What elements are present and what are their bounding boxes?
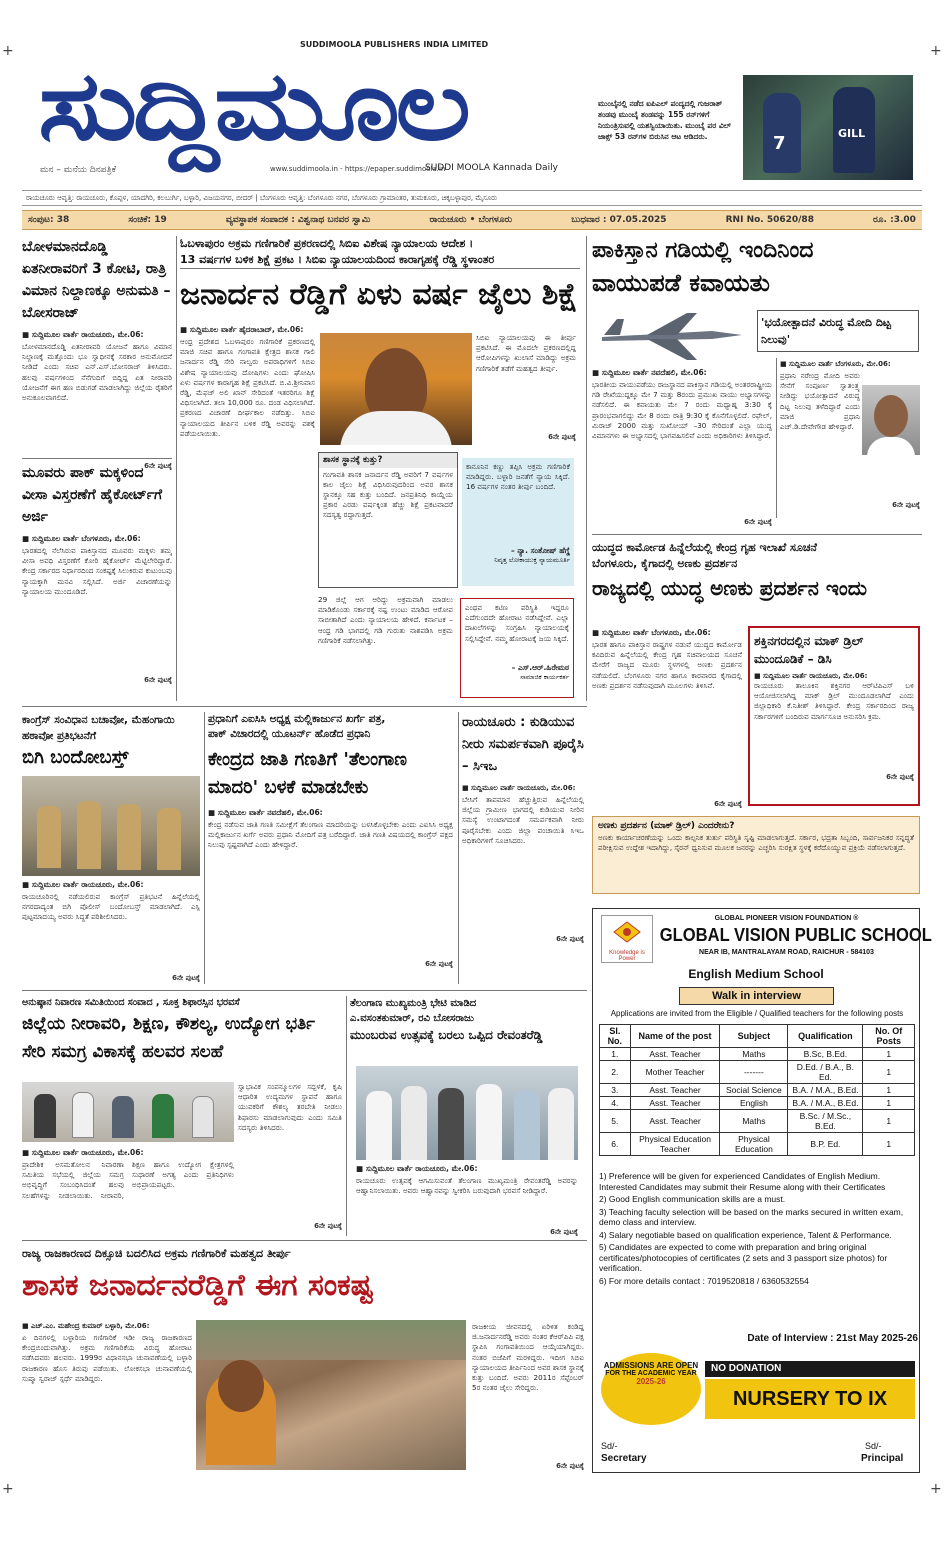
table-row <box>600 1048 915 1061</box>
story-mock-drill[interactable] <box>592 540 922 604</box>
note-item: 4) Salary negotiable based on qualification experience, Talent & Performance. <box>599 1229 892 1240</box>
body: 29 ಜಿಲ್ಲೆ ಆಗ ಆರಿದ್ದು ಅಕ್ರಮವಾಗಿ ಮಾಡಲು ಮಾಡಿಕೊಂಡು ಸರ್ಕಾರಕ್ಕೆ ನಷ್ಟ ಉಂಟು ಮಾಡಿದ ಆರೋಪ ಸಾಬೀತಾಗಿದೆ ಎಂದು ನ್ಯಾಯಾಲಯ ಹೇಳಿದೆ. ಕರ್ನಾಟಕ – ಆಂಧ್ರ ಗಡಿ ಭಾಗದಲ್ಲಿ ಗಡಿ ಗುರುತು ನಾಶಪಡಿಸಿ ಅಕ್ರಮ ಗಣಿಗಾರಿಕೆ ನಡೆಸಲಾಗಿತ್ತು. <box>318 595 453 645</box>
price: ರೂ. :3.00 <box>873 215 916 225</box>
kicker: ಯುದ್ಧದ ಕಾರ್ಮೋಡ ಹಿನ್ನೆಲೆಯಲ್ಲಿ ಕೇಂದ್ರ ಗೃಹ ಇಲಾಖೆ ಸೂಚನೆ <box>592 541 817 554</box>
continue-link[interactable]: 6ನೇ ಪುಟಕ್ಕೆ <box>144 676 172 684</box>
byline: ■ ಸುದ್ದಿಮೂಲ ವಾರ್ತೆ ಹೈದರಾಬಾದ್, ಮೇ.06: <box>180 325 304 334</box>
story-revanth-reddy[interactable] <box>350 996 582 1044</box>
table-row <box>600 1110 915 1133</box>
headline: ಮೂವರು ಪಾಕ್ ಮಕ್ಕಳಿಂದ ವೀಸಾ ವಿಸ್ತರಣೆಗೆ ಹೈಕೋರ್ಟ್‌ಗೆ ಅರ್ಜಿ <box>22 465 163 525</box>
quote-hiremath <box>460 598 574 698</box>
cities: ರಾಯಚೂರು • ಬೆಂಗಳೂರು <box>429 215 513 225</box>
ipl-promo-text: ಮುಂಬೈನಲ್ಲಿ ನಡೆದ ಐಪಿಎಲ್ ಪಂದ್ಯದಲ್ಲಿ ಗುಜರಾತ್ ತಂಡವು ಮುಂಬೈ ತಂಡವನ್ನು 155 ರನ್‌ಗಳಿಗೆ ನಿಯಂತ್ರಿಸುವಲ್ಲಿ ಯಶಸ್ವಿಯಾಯಿತು. ಮುಂಬೈ ಪರ ವಿಲ್ ಜಾಕ್ಸ್ 53 ರನ್‌ಗಳ ಬಿರುಸಿನ ಆಟ ಆಡಿದರು. <box>598 99 731 141</box>
story-irrigation[interactable] <box>22 236 172 471</box>
story-drinking-water[interactable] <box>462 712 584 944</box>
kannada-daily-label: SUDDI MOOLA Kannada Daily <box>425 163 558 173</box>
rni-number: RNI No. 50620/88 <box>725 215 814 225</box>
academic-year-label: FOR THE ACADEMIC YEAR <box>605 1370 697 1377</box>
school-name: GLOBAL VISION PUBLIC SCHOOL <box>659 925 932 945</box>
table-cell: B.A. / M.A., B.Ed. <box>788 1097 863 1110</box>
box-shaktinagar[interactable] <box>748 626 920 806</box>
jersey-number: 7 <box>773 133 786 154</box>
kicker: ತೆಲಂಗಾಣ ಮುಖ್ಯಮಂತ್ರಿ ಭೇಟಿ ಮಾಡಿದ <box>350 998 477 1009</box>
secretary-label: Secretary <box>601 1453 647 1464</box>
registration-mark: + <box>2 1481 14 1497</box>
table-cell: ------- <box>720 1061 788 1084</box>
nursery-banner: NURSERY TO IX <box>705 1379 915 1419</box>
story-congress-protest[interactable] <box>22 712 200 772</box>
byline: ■ ಸುದ್ದಿಮೂಲ ವಾರ್ತೆ ರಾಯಚೂರು, ಮೇ.06: <box>462 784 576 792</box>
publisher-name: SUDDIMOOLA PUBLISHERS INDIA LIMITED <box>300 40 489 49</box>
table-row <box>600 1061 915 1084</box>
box-mla-seat <box>318 452 458 588</box>
school-address: NEAR IB, MANTRALAYAM ROAD, RAICHUR - 584103 <box>699 949 874 956</box>
box-body: ಅಣಕು ಕಾರ್ಯಾಚರಣೆಯನ್ನು ಒಂದು ಕಾಲ್ಪನಿಕ ತುರ್ತು ಪರಿಸ್ಥಿತಿ ಸೃಷ್ಟಿ ಮಾಡಲಾಗುತ್ತದೆ. ಸರ್ಕಾರ, ಭದ್ರತಾ ಸಿಬ್ಬಂದಿ, ಸಾರ್ವಜನಿಕರ ಸನ್ನದ್ಧತೆ ಪರೀಕ್ಷಿಸುವ ಉದ್ದೇಶ ಇದಾಗಿದ್ದು, ಸೈರನ್ ಧ್ವನಿಸುವ ಮೂಲಕ ಜನರನ್ನು ಎಚ್ಚರಿಸಿ ಸುರಕ್ಷಿತ ಸ್ಥಳಕ್ಕೆ ಕರೆದೊಯ್ಯುವ ಪ್ರಕ್ರಿಯೆ ನಡೆಸಲಾಗುತ್ತದೆ. <box>598 833 914 853</box>
table-header: Name of the post <box>630 1025 720 1048</box>
body: ರಾಯಚೂರು ಉತ್ಸವಕ್ಕೆ ಆಗಮಿಸುವಂತೆ ತೆಲಂಗಾಣ ಮುಖ್ಯಮಂತ್ರಿ ರೇವಂತರೆಡ್ಡಿ ಅವರನ್ನು ಆಹ್ವಾನಿಸಲಾಯಿತು. ಅವರು ಆಹ್ವಾನವನ್ನು ಸ್ವೀಕರಿಸಿ ಬರುವುದಾಗಿ ಭರವಸೆ ನೀಡಿದ್ದಾರೆ. <box>356 1176 578 1196</box>
table-cell: 1 <box>863 1097 915 1110</box>
table-header: Qualification <box>788 1025 863 1048</box>
continue-link[interactable]: 6ನೇ ಪುಟಕ್ಕೆ <box>744 518 772 526</box>
police-photo <box>22 776 200 876</box>
note-item: 1) Preference will be given for experienced Candidates of English Medium. Interested Candidates may submit their Resume along with their Certificates <box>599 1171 886 1192</box>
body: ರಾಜಕೀಯ ಜೀವನದಲ್ಲಿ ಏರಿಳಿತ ಕಂಡಿದ್ದ ಜಿ.ಜನಾರ್ದನರೆಡ್ಡಿ ಅವರು ನಂತರ ಕೆಆರ್‌ಪಿಪಿ ಪಕ್ಷ ಸ್ಥಾಪಿಸಿ ಗಂಗಾವತಿಯಿಂದ ಆಯ್ಕೆಯಾಗಿದ್ದರು. ನಂತರ ಬಿಜೆಪಿಗೆ ಮರಳಿದ್ದರು. ಇದೀಗ ಸಿಬಿಐ ನ್ಯಾಯಾಲಯದ ತೀರ್ಪಿನಿಂದ ಅವರ ಶಾಸಕ ಸ್ಥಾನಕ್ಕೆ ಕುತ್ತು ಬಂದಿದೆ. ಅವರು 2011ರ ಸೆಪ್ಟೆಂಬರ್ 5ರ ನಂತರ ಜೈಲು ಸೇರಿದ್ದರು. <box>472 1322 584 1393</box>
registration-mark: + <box>2 43 14 59</box>
table-row <box>600 1133 915 1156</box>
logo-caption: Knowledge is Power <box>609 950 645 962</box>
kicker: ಬೆಂಗಳೂರು, ಕೈಗಾದಲ್ಲಿ ಅಣಕು ಪ್ರದರ್ಶನ <box>592 557 738 570</box>
editor: ವ್ಯವಸ್ಥಾಪಕ ಸಂಪಾದಕ : ವಿಶ್ವನಾಥ ಬನವರ ಸ್ವಾಮಿ <box>225 215 371 225</box>
headline: ಬಿಗಿ ಬಂದೋಬಸ್ತ್ <box>22 747 129 768</box>
quote-text: ಕಾನೂನಿನ ಕಣ್ಣು ತಪ್ಪಿಸಿ ಅಕ್ರಮ ಗಣಿಗಾರಿಕೆ ಮಾಡಿದ್ದರು. ಬಳ್ಳಾರಿ ಜನತೆಗೆ ನ್ಯಾಯ ಸಿಕ್ಕಿದೆ. 16 ವರ್ಷಗಳ ನಂತರ ತೀರ್ಪು ಬಂದಿದೆ. <box>466 462 570 492</box>
interview-date: Date of Interview : 21st May 2025-26 <box>747 1333 918 1344</box>
body: ಪ್ರಾದೇಶಿಕ ಅಸಮತೋಲನ ನಿವಾರಣಾ ಸಮಿತಿಯ ಸಭೆಯಲ್ಲಿ ಜಿಲ್ಲೆಯ ಸಮಗ್ರ ಅಭಿವೃದ್ಧಿಗೆ ಸಂಬಂಧಿಸಿದಂತೆ ಹಲವು ಸಲಹೆಗಳನ್ನು ನೀಡಲಾಯಿತು. ನೀರಾವರಿ, ಶಿಕ್ಷಣ ಹಾಗೂ ಉದ್ಯೋಗ ಕ್ಷೇತ್ರಗಳಲ್ಲಿ ಸುಧಾರಣೆ ಅಗತ್ಯ ಎಂದು ಪ್ರತಿನಿಧಿಗಳು ಅಭಿಪ್ರಾಯಪಟ್ಟರು. <box>22 1160 234 1200</box>
table-header: Sl. No. <box>600 1025 631 1048</box>
byline: ■ ಎಚ್.ಎಂ. ಮಹೇಂದ್ರ ಕುಮಾರ್ ಬಳ್ಳಾರಿ, ಮೇ.06: <box>22 1322 150 1330</box>
foundation-name: GLOBAL PIONEER VISION FOUNDATION ® <box>714 915 859 922</box>
byline: ■ ಸುದ್ದಿಮೂಲ ವಾರ್ತೆ ರಾಯಚೂರು, ಮೇ.06: <box>22 330 144 339</box>
table-row <box>600 1084 915 1097</box>
issue: ಸಂಚಿಕೆ: 19 <box>128 215 167 225</box>
table-row <box>600 1097 915 1110</box>
quote-author: – ಎಸ್.ಆರ್.ಹಿರೇಮಠ <box>511 663 569 672</box>
body: ರಾಯಚೂರು ತಾಲೂಕಿನ ಶಕ್ತಿನಗರ ಆರ್‌ಟಿಪಿಎಸ್ ಬಳಿ ಆಯೋಜಿಸಲಾಗಿದ್ದ ಮಾಕ್ ಡ್ರಿಲ್ ಮುಂದೂಡಲಾಗಿದೆ ಎಂದು ಜಿಲ್ಲಾಧಿಕಾರಿ ಕೆ.ನಿತೀಶ್ ತಿಳಿಸಿದ್ದಾರೆ. ಕೇಂದ್ರ ಸರ್ಕಾರದಿಂದ ರಾಜ್ಯ ಸರ್ಕಾರಗಳಿಗೆ ಬಂದಿರುವ ಮಾರ್ಗಸೂಚಿ ಅನುಸರಿಸಿ ಕ್ರಮ. <box>754 681 914 721</box>
note-item: 5) Candidates are expected to come with preparation and bring original certificates/photocopies of certificates (2 sets and 3 passport size photos) for verification. <box>599 1242 888 1273</box>
body: ಏ ದಿನಗಳಲ್ಲಿ ಬಳ್ಳಾರಿಯ ಗಣಿಗಾರಿಕೆ ಇಡೀ ರಾಜ್ಯ ರಾಜಕಾರಣದ ಕೇಂದ್ರಬಿಂದುವಾಗಿತ್ತು. ಅಕ್ರಮ ಗಣಿಗಾರಿಕೆಯ ವಿರುದ್ಧ ಹೋರಾಟ ನಡೆಸಿದವರು ಹಲವರು. 1999ರ ವಿಧಾನಸಭಾ ಚುನಾವಣೆಯಲ್ಲಿ ಬಳ್ಳಾರಿ ರಾಜಕಾರಣ ಹೊಸ ತಿರುವು ಪಡೆಯಿತು. ಲೋಕಸಭಾ ಚುನಾವಣೆಯಲ್ಲಿ ಸುಷ್ಮಾ ಸ್ವರಾಜ್ ಸ್ಪರ್ಧೆ ಮಾಡಿದ್ದರು. <box>22 1333 192 1383</box>
kicker: ಅನುಷ್ಠಾನ ನಿವಾರಣ ಸಮಿತಿಯಿಂದ ಸಂವಾದ , ಸೂಕ್ತ ಶಿಫಾರಸ್ಸಿನ ಭರವಸೆ <box>22 997 240 1008</box>
kicker: ರಾಜ್ಯ ರಾಜಕಾರಣದ ದಿಕ್ಸೂಚಿ ಬದಲಿಸಿದ ಅಕ್ರಮ ಗಣಿಗಾರಿಕೆ ಮಹತ್ವದ ತೀರ್ಪು <box>22 1247 291 1260</box>
story-development[interactable] <box>22 996 342 1066</box>
body: ಭಾರತದಲ್ಲಿ ನೆಲೆಸಿರುವ ಪಾಕಿಸ್ತಾನದ ಮೂವರು ಮಕ್ಕಳು ತಮ್ಮ ವೀಸಾ ಅವಧಿ ವಿಸ್ತರಣೆಗೆ ಕೋರಿ ಹೈಕೋರ್ಟ್ ಮೆಟ್ಟಿಲೇರಿದ್ದಾರೆ. ಕೇಂದ್ರ ಸರ್ಕಾರದ ನಿರ್ಧಾರದಿಂದ ಸಂಕಷ್ಟಕ್ಕೆ ಸಿಲುಕಿರುವ ಕುಟುಂಬವು ನ್ಯಾಯಕ್ಕಾಗಿ ಮನವಿ ಸಲ್ಲಿಸಿದೆ. ಅರ್ಜಿ ವಿಚಾರಣೆಯನ್ನು ನ್ಯಾಯಾಲಯ ಮುಂದೂಡಿದೆ. <box>22 546 172 596</box>
table-cell: 3. <box>600 1084 631 1097</box>
table-cell: 5. <box>600 1110 631 1133</box>
walk-in-banner: Walk in interview <box>679 987 834 1005</box>
registration-mark: + <box>930 43 942 59</box>
table-cell: 1. <box>600 1048 631 1061</box>
note-item: 3) Teaching faculty selection will be based on the marks secured in written exam, demo class and interview. <box>599 1206 904 1227</box>
continue-link[interactable]: 6ನೇ ಪುಟಕ್ಕೆ <box>886 773 914 781</box>
ipl-photo <box>743 75 913 180</box>
kicker: ಪಾಕ್ ವಿಚಾರದಲ್ಲಿ ಯೂಟರ್ನ್ ಹೊಡೆದ ಪ್ರಧಾನಿ <box>208 728 371 740</box>
kicker: 13 ವರ್ಷಗಳ ಬಳಿಕ ಶಿಕ್ಷೆ ಪ್ರಕಟ । ಸಿಬಿಐ ನ್ಯಾಯಾಲಯದಿಂದ ಕಾರಾಗೃಹಕ್ಕೆ ರೆಡ್ಡಿ ಸ್ಥಳಾಂತರ <box>180 252 580 269</box>
headline: ಪಾಕಿಸ್ತಾನ ಗಡಿಯಲ್ಲಿ ಇಂದಿನಿಂದ <box>592 238 814 263</box>
byline: ■ ಸುದ್ದಿಮೂಲ ವಾರ್ತೆ ರಾಯಚೂರು, ಮೇ.06: <box>356 1164 478 1173</box>
headline: ಜಿಲ್ಲೆಯ ನೀರಾವರಿ, ಶಿಕ್ಷಣ, ಕೌಶಲ್ಯ, ಉದ್ಯೋಗ ಭರ್ತಿ ಸೇರಿ ಸಮಗ್ರ ವಿಕಾಸಕ್ಕೆ ಹಲವರ ಸಲಹೆ <box>22 1014 315 1062</box>
table-cell: 6. <box>600 1133 631 1156</box>
body: ಬೋಳಮಾನದೊಡ್ಡಿ ಏತನೀರಾವರಿ ಯೋಜನೆ ಹಾಗೂ ವಿಮಾನ ನಿಲ್ದಾಣಕ್ಕೆ ಮತ್ತೊಂದು ಭೂ ಸ್ವಾಧೀನಕ್ಕೆ ಸರಕಾರ ಅನುಮೋದನೆ ನೀಡಿದೆ ಎಂದು ಸಚಿವ ಎನ್.ಎಸ್.ಬೋಸರಾಜ್ ತಿಳಿಸಿದರು. ಹಲವು ವರ್ಷಗಳಿಂದ ನೆನೆಗುದಿಗೆ ಬಿದ್ದಿದ್ದ ಏತ ನೀರಾವರಿ ಯೋಜನೆಗೆ ಈಗ ಹಣ ಬಿಡುಗಡೆ ಮಾಡಲಾಗಿದ್ದು ಜಿಲ್ಲೆಯ ರೈತರಿಗೆ ಅನುಕೂಲವಾಗಲಿದೆ. <box>22 342 172 403</box>
headline: ರಾಯಚೂರು : ಕುಡಿಯುವ ನೀರು ಸಮರ್ಪಕವಾಗಿ ಪೂರೈಸಿ – ಸಿಇಒ <box>462 715 584 774</box>
table-cell: Asst. Teacher <box>630 1110 720 1133</box>
issue-info-bar <box>22 210 922 230</box>
table-cell: 1 <box>863 1110 915 1133</box>
kicker: ಓಬಳಾಪುರಂ ಅಕ್ರಮ ಗಣಿಗಾರಿಕೆ ಪ್ರಕರಣದಲ್ಲಿ ಸಿಬಿಐ ವಿಶೇಷ ನ್ಯಾಯಾಲಯ ಆದೇಶ । <box>180 237 474 250</box>
masthead-logo: ಸುದ್ದಿಮೂಲ <box>38 49 467 162</box>
editions-line: ರಾಯಚೂರು ಆವೃತ್ತಿ: ರಾಯಚೂರು, ಕೊಪ್ಪಳ, ಯಾದಗಿರಿ, ಕಲಬುರ್ಗಿ, ಬಳ್ಳಾರಿ, ವಿಜಯನಗರ, ಬೀದರ್ | ಬೆಂಗಳೂರು ಆವೃತ್ತಿ: ಬೆಂಗಳೂರು ನಗರ, ಬೆಂಗಳೂರು ಗ್ರಾಮಾಂತರ, ತುಮಕೂರು, ಚಿಕ್ಕಬಳ್ಳಾಪುರ, ಮೈಸೂರು <box>22 190 922 206</box>
principal-label: Principal <box>861 1453 904 1464</box>
byline: ■ ಸುದ್ದಿಮೂಲ ವಾರ್ತೆ ನವದೆಹಲಿ, ಮೇ.06: <box>592 368 707 377</box>
masthead-tagline: ಮನ – ಮನೆಯ ದಿನಪತ್ರಿಕೆ <box>40 165 117 175</box>
table-cell: Maths <box>720 1110 788 1133</box>
vacancy-table <box>599 1024 915 1156</box>
principal-sign: Sd/- <box>865 1441 882 1451</box>
table-cell: Asst. Teacher <box>630 1097 720 1110</box>
continue-link[interactable]: 6ನೇ ಪುಟಕ್ಕೆ <box>550 1228 578 1236</box>
box-title: ಅಣಕು ಪ್ರದರ್ಶನ (ಮಾಕ್ ಡ್ರಿಲ್) ಎಂದರೇನು? <box>598 821 735 831</box>
body: ಆಂಧ್ರ ಪ್ರದೇಶದ ಓಬಳಾಪುರಂ ಗಣಿಗಾರಿಕೆ ಪ್ರಕರಣದಲ್ಲಿ ಮಾಜಿ ಸಚಿವ ಹಾಗೂ ಗಂಗಾವತಿ ಕ್ಷೇತ್ರದ ಶಾಸಕ ಗಾಲಿ ಜನಾರ್ದನ ರೆಡ್ಡಿ ಸೇರಿ ನಾಲ್ವರು ಅಪರಾಧಿಗಳಿಗೆ ಸಿಬಿಐ ವಿಶೇಷ ನ್ಯಾಯಾಲಯವು ದೋಷಿಗಳು ಎಂದು ಘೋಷಿಸಿ ಏಳು ವರ್ಷಗಳ ಕಾರಾಗೃಹ ಶಿಕ್ಷೆ ಪ್ರಕಟಿಸಿದೆ. ಬಿ.ವಿ.ಶ್ರೀನಿವಾಸ ರೆಡ್ಡಿ, ಮೆಫಜ್ ಅಲಿ ಖಾನ್ ಸೇರಿದಂತೆ ಇತರರಿಗೂ ಶಿಕ್ಷೆ ವಿಧಿಸಲಾಗಿದೆ. ತಲಾ 10,000 ರೂ. ದಂಡ ವಿಧಿಸಲಾಗಿದೆ. ಪ್ರಕರಣದ ವಿಚಾರಣೆ ದೀರ್ಘಕಾಲ ನಡೆದಿತ್ತು. ಸಿಬಿಐ ನ್ಯಾಯಾಲಯದ ತೀರ್ಪಿನ ಬಳಿಕ ರೆಡ್ಡಿ ಅವರನ್ನು ವಶಕ್ಕೆ ಪಡೆಯಲಾಯಿತು. <box>180 337 315 438</box>
headline: ರಾಜ್ಯದಲ್ಲಿ ಯುದ್ಧ ಅಣಕು ಪ್ರದರ್ಶನ ಇಂದು <box>592 576 867 600</box>
continue-link[interactable]: 6ನೇ ಪುಟಕ್ಕೆ <box>556 935 584 943</box>
headline: ಕೇಂದ್ರದ ಜಾತಿ ಗಣತಿಗೆ 'ತೆಲಂಗಾಣ ಮಾದರಿ' ಬಳಕೆ ಮಾಡಬೇಕು <box>208 749 407 798</box>
story-caste-census[interactable] <box>208 712 453 969</box>
body: ಸ್ವಾಭಾವಿಕ ಸಂಪನ್ಮೂಲಗಳ ಸದ್ಬಳಕೆ, ಕೃಷಿ ಆಧಾರಿತ ಉದ್ಯಮಗಳ ಸ್ಥಾಪನೆ ಹಾಗೂ ಯುವಕರಿಗೆ ಕೌಶಲ್ಯ ತರಬೇತಿ ನೀಡಲು ಶಿಫಾರಸು ಮಾಡಲಾಗುವುದು ಎಂದು ಸಮಿತಿ ಸದಸ್ಯರು ತಿಳಿಸಿದರು. <box>238 1082 342 1132</box>
continue-link[interactable]: 6ನೇ ಪುಟಕ್ಕೆ <box>172 974 200 982</box>
table-header: Subject <box>720 1025 788 1048</box>
table-cell: 1 <box>863 1084 915 1097</box>
volume: ಸಂಪುಟ: 38 <box>28 215 70 225</box>
body: ಪ್ರಧಾನಿ ನರೇಂದ್ರ ಮೋದಿ ಅವರು ಸೇನೆಗೆ ಸಂಪೂರ್ಣ ಸ್ವಾತಂತ್ರ್ಯ ನೀಡಿದ್ದು ಭಯೋತ್ಪಾದನೆ ವಿರುದ್ಧ ದಿಟ್ಟ ನಿಲುವು ತಳೆದಿದ್ದಾರೆ ಎಂದು ಮಾಜಿ ಪ್ರಧಾನಿ ಎಚ್.ಡಿ.ದೇವೇಗೌಡ ಹೇಳಿದ್ದಾರೆ. <box>780 371 860 432</box>
quote-role: ನಿವೃತ್ತ ಲೋಕಾಯುಕ್ತ ನ್ಯಾಯಮೂರ್ತಿ <box>494 556 570 564</box>
table-cell: B.Sc. / M.Sc., B.Ed. <box>788 1110 863 1133</box>
table-cell: Physical Education <box>720 1133 788 1156</box>
note-item: 6) For more details contact : 7019520818 / 6360532554 <box>599 1275 809 1286</box>
admissions-badge <box>601 1353 701 1425</box>
website-link[interactable]: www.suddimoola.in - https://epaper.suddimoola.in <box>270 165 446 173</box>
headline: ಕಾಂಗ್ರೆಸ್ ಸಂವಿಧಾನ ಬಚಾವೋ, ಮೆಹಂಗಾಯಿ ಹಠಾವೋ ಪ್ರತಿಭಟನೆಗೆ <box>22 714 175 742</box>
table-cell: Maths <box>720 1048 788 1061</box>
body: ಸಿಬಿಐ ನ್ಯಾಯಾಲಯವು ಈ ತೀರ್ಪು ಪ್ರಕಟಿಸಿದೆ. ಈ ಮೊದಲೇ ಪ್ರಕರಣದಲ್ಲಿದ್ದ ಆರೋಪಿಗಳನ್ನು ಖುಲಾಸೆ ಮಾಡಿದ್ದು ಅಕ್ರಮ ಗಣಿಗಾರಿಕೆ ತಡೆಗೆ ಮಹತ್ವದ ತೀರ್ಪು. <box>476 333 576 373</box>
side-headline: 'ಭಯೋತ್ಪಾದನೆ ವಿರುದ್ಧ ಮೋದಿ ದಿಟ್ಟ ನಿಲುವು' <box>761 316 891 346</box>
table-cell: B.P. Ed. <box>788 1133 863 1156</box>
byline: ■ ಸುದ್ದಿಮೂಲ ವಾರ್ತೆ ಬೆಂಗಳೂರು, ಮೇ.06: <box>592 628 711 637</box>
school-logo <box>601 915 653 963</box>
table-cell: 2. <box>600 1061 631 1084</box>
byline: ■ ಸುದ್ದಿಮೂಲ ವಾರ್ತೆ ಬೆಂಗಳೂರು, ಮೇ.06: <box>780 360 891 368</box>
secretary-sign: Sd/- <box>601 1441 618 1451</box>
headline: ವಾಯುಪಡೆ ಕವಾಯತು <box>592 269 770 297</box>
table-header: No. Of Posts <box>863 1025 915 1048</box>
byline: ■ ಸುದ್ದಿಮೂಲ ವಾರ್ತೆ ನವದೆಹಲಿ, ಮೇ.06: <box>208 808 323 817</box>
cm-meeting-photo <box>356 1066 578 1160</box>
table-cell: 1 <box>863 1061 915 1084</box>
continue-link[interactable]: 6ನೇ ಪುಟಕ್ಕೆ <box>425 960 453 968</box>
byline: ■ ಸುದ್ದಿಮೂಲ ವಾರ್ತೆ ರಾಯಚೂರು, ಮೇ.06: <box>754 672 868 680</box>
continue-link[interactable]: 6ನೇ ಪುಟಕ್ಕೆ <box>892 501 920 509</box>
table-cell: B.A. / M.A., B.Ed. <box>788 1084 863 1097</box>
byline: ■ ಸುದ್ದಿಮೂಲ ವಾರ್ತೆ ರಾಯಚೂರು, ಮೇ.06: <box>22 880 144 889</box>
story-visa[interactable] <box>22 462 172 685</box>
no-donation-label: NO DONATION <box>705 1361 915 1377</box>
jersey-name: GILL <box>838 127 866 140</box>
intro-text: Applications are invited from the Eligible / Qualified teachers for the following posts <box>610 1009 904 1018</box>
headline: ಬೋಳಮಾನದೊಡ್ಡಿ ಏತನೀರಾವರಿಗೆ 3 ಕೋಟಿ, ರಾತ್ರಿ ವಿಮಾನ ನಿಲ್ದಾಣಕ್ಕೂ ಅನುಮತಿ – ಬೋಸರಾಜ್ <box>22 239 171 321</box>
byline: ■ ಸುದ್ದಿಮೂಲ ವಾರ್ತೆ ರಾಯಚೂರು, ಮೇ.06: <box>22 1148 144 1157</box>
quote-author: – ನ್ಯಾ. ಸಂತೋಷ್ ಹೆಗ್ಡೆ <box>510 546 570 555</box>
table-cell: 4. <box>600 1097 631 1110</box>
box-what-is-mock-drill <box>592 816 920 894</box>
table-cell: 1 <box>863 1133 915 1156</box>
headline: ಶಕ್ತಿನಗರದಲ್ಲಿನ ಮಾಕ್ ಡ್ರಿಲ್ ಮುಂದೂಡಿಕೆ – ಡಿಸಿ <box>754 634 864 666</box>
box-body: ಗಂಗಾವತಿ ಶಾಸಕ ಜನಾರ್ದನ ರೆಡ್ಡಿ ಅವರಿಗೆ 7 ವರ್ಷಗಳ ಕಾಲ ಜೈಲು ಶಿಕ್ಷೆ ವಿಧಿಸಿರುವುದರಿಂದ ಅವರ ಶಾಸಕ ಸ್ಥಾನಕ್ಕೂ ಸಹ ಕುತ್ತು ಬಂದಿದೆ. ಜನಪ್ರತಿನಿಧಿ ಕಾಯ್ದೆಯ ಪ್ರಕಾರ ಎರಡು ವರ್ಷಕ್ಕಿಂತ ಹೆಚ್ಚು ಶಿಕ್ಷೆ ಪ್ರಕಟವಾದರೆ ಸದಸ್ಯತ್ವ ರದ್ದಾಗುತ್ತದೆ. <box>323 469 453 520</box>
continue-link[interactable]: 6ನೇ ಪುಟಕ್ಕೆ <box>144 462 172 470</box>
side-headline-box <box>757 310 919 352</box>
kicker: ಎ.ವಸಂತಕುಮಾರ್, ರವಿ ಬೋಸರಾಜು <box>350 1013 474 1024</box>
table-cell: B.Sc, B.Ed. <box>788 1048 863 1061</box>
continue-link[interactable]: 6ನೇ ಪುಟಕ್ಕೆ <box>548 433 576 441</box>
continue-link[interactable]: 6ನೇ ಪುಟಕ್ಕೆ <box>314 1222 342 1230</box>
story-reddi-crisis[interactable] <box>22 1246 587 1310</box>
headline: ಶಾಸಕ ಜನಾರ್ದನರೆಡ್ಡಿಗೆ ಈಗ ಸಂಕಷ್ಟ <box>22 1268 374 1303</box>
headline: ಮುಂಬರುವ ಉತ್ಸವಕ್ಕೆ ಬರಲು ಒಪ್ಪಿದ ರೇವಂತರೆಡ್ಡಿ <box>350 1028 543 1042</box>
byline: ■ ಸುದ್ದಿಮೂಲ ವಾರ್ತೆ ಬೆಂಗಳೂರು, ಮೇ.06: <box>22 534 141 543</box>
mining-photo <box>196 1320 466 1470</box>
quote-santosh-hegde <box>462 458 574 586</box>
body: ಕೇಂದ್ರ ನಡೆಸುವ ಜಾತಿ ಗಣತಿ ಸಮೀಕ್ಷೆಗೆ ತೆಲಂಗಾಣ ಮಾದರಿಯನ್ನು ಬಳಸಿಕೊಳ್ಳಬೇಕು ಎಂದು ಎಐಸಿಸಿ ಅಧ್ಯಕ್ಷ ಮಲ್ಲಿಕಾರ್ಜುನ ಖರ್ಗೆ ಅವರು ಪ್ರಧಾನಿ ಮೋದಿಗೆ ಪತ್ರ ಬರೆದಿದ್ದಾರೆ. ಜಾತಿ ಗಣತಿ ವಿಷಯದಲ್ಲಿ ಕಾಂಗ್ರೆಸ್ ಪಕ್ಷದ ನಿಲುವು ಸ್ಪಷ್ಟವಾಗಿದೆ ಎಂದು ಹೇಳಿದ್ದಾರೆ. <box>208 820 453 850</box>
table-cell: Physical Education Teacher <box>630 1133 720 1156</box>
story-reddi-verdict[interactable] <box>180 236 580 317</box>
notes-list <box>599 1171 915 1288</box>
date: ಬುಧವಾರ : 07.05.2025 <box>571 215 667 225</box>
school-advertisement[interactable] <box>592 908 932 1473</box>
academic-year: 2025-26 <box>636 1377 666 1386</box>
box-title: ಶಾಸಕ ಸ್ಥಾನಕ್ಕೆ ಕುತ್ತು? <box>319 453 457 468</box>
quote-text: ಎಂಥವ ಕಟಿಣ ಪರಿಸ್ಥಿತಿ ಇದ್ದರೂ ಎದೆಗುಂದದೇ ಹೋರಾಟ ನಡೆಸಿದ್ದೇವೆ. ಎಲ್ಲಾ ದಾಖಲೆಗಳನ್ನು ಸಂಗ್ರಹಿಸಿ ನ್ಯಾಯಾಲಯಕ್ಕೆ ಸಲ್ಲಿಸಿದ್ದೇವೆ. ನಮ್ಮ ಹೋರಾಟಕ್ಕೆ ಜಯ ಸಿಕ್ಕಿದೆ. <box>465 603 569 643</box>
body: ಭಾರತ ಹಾಗೂ ಪಾಕಿಸ್ತಾನ ರಾಷ್ಟ್ರಗಳ ನಡುವೆ ಯುದ್ಧದ ಕಾರ್ಮೋಡ ಕವಿದಿರುವ ಹಿನ್ನೆಲೆಯಲ್ಲಿ ಕೇಂದ್ರ ಗೃಹ ಸಚಿವಾಲಯದ ಸೂಚನೆ ಮೇರೆಗೆ ರಾಜ್ಯದ ಮೂರು ಸ್ಥಳಗಳಲ್ಲಿ ಅಣಕು ಪ್ರದರ್ಶನ ನಡೆಯಲಿದೆ. ಬೆಂಗಳೂರು ನಗರ ಹಾಗೂ ಕಾರವಾರದ ಕೈಗಾದಲ್ಲಿ ಅಣಕು ಪ್ರದರ್ಶನ ನಡೆಸುವುದಾಗಿ ಮೂಲಗಳು ತಿಳಿಸಿವೆ. <box>592 640 742 690</box>
table-cell: Mother Teacher <box>630 1061 720 1084</box>
body: ರಾಯಚೂರಿನಲ್ಲಿ ನಡೆಯಲಿರುವ ಕಾಂಗ್ರೆಸ್ ಪ್ರತಿಭಟನೆ ಹಿನ್ನೆಲೆಯಲ್ಲಿ ನಗರದಾದ್ಯಂತ ಬಿಗಿ ಪೊಲೀಸ್ ಬಂದೋಬಸ್ತ್ ಮಾಡಲಾಗಿದೆ. ಎಸ್ಪಿ ಪುಟ್ಟಮಾದಯ್ಯ ಅವರು ಸಿದ್ಧತೆ ಪರಿಶೀಲಿಸಿದರು. <box>22 892 200 922</box>
table-cell: D.Ed. / B.A., B. Ed. <box>788 1061 863 1084</box>
table-cell: 1 <box>863 1048 915 1061</box>
body: ಭಾರತೀಯ ವಾಯುಪಡೆಯು ರಾಜಸ್ಥಾನದ ಪಾಕಿಸ್ತಾನ ಗಡಿಯಲ್ಲಿ ಅಂತರರಾಷ್ಟ್ರೀಯ ಗಡಿ ರೇಖೆಯುದ್ದಕ್ಕೂ ಮೇ 7 ಮತ್ತು 8ರಂದು ಪ್ರಮುಖ ವಾಯು ಅಭ್ಯಾಸಗಳನ್ನು ನಡೆಸಲಿದೆ. ಈ ಕವಾಯತು ಮೇ 7 ರಂದು ಮಧ್ಯಾಹ್ನ 3:30 ಕ್ಕೆ ಪ್ರಾರಂಭವಾಗಲಿದ್ದು ಮೇ 8 ರಂದು ರಾತ್ರಿ 9:30 ಕ್ಕೆ ಕೊನೆಗೊಳ್ಳಲಿದೆ. ರಫೇಲ್, ಮಿರಾಜ್ 2000 ಮತ್ತು ಸುಖೋಯ್ –30 ಸೇರಿದಂತೆ ಎಲ್ಲಾ ಯುದ್ಧ ವಿಮಾನಗಳು ಈ ಅಭ್ಯಾಸದಲ್ಲಿ ಭಾಗವಹಿಸಲಿವೆ ಎಂದು ಅಧಿಕಾರಿಗಳು ತಿಳಿಸಿದ್ದಾರೆ. <box>592 380 772 441</box>
story-airforce-drill[interactable] <box>592 236 922 300</box>
table-cell: Asst. Teacher <box>630 1048 720 1061</box>
table-cell: Social Science <box>720 1084 788 1097</box>
body: ಬೇಸಿಗೆ ತಾಪಮಾನ ಹೆಚ್ಚುತ್ತಿರುವ ಹಿನ್ನೆಲೆಯಲ್ಲಿ ಜಿಲ್ಲೆಯ ಗ್ರಾಮೀಣ ಭಾಗದಲ್ಲಿ ಕುಡಿಯುವ ನೀರಿನ ಸಮಸ್ಯೆ ಉಂಟಾಗದಂತೆ ಸಮರ್ಪಕವಾಗಿ ನೀರು ಪೂರೈಸಬೇಕು ಎಂದು ಜಿಲ್ಲಾ ಪಂಚಾಯಿತಿ ಸಿಇಒ ಅಧಿಕಾರಿಗಳಿಗೆ ಸೂಚಿಸಿದರು. <box>462 795 584 845</box>
quote-role: ಸಾಮಾಜಿಕ ಕಾರ್ಯಕರ್ತ <box>520 673 569 681</box>
admissions-text: ADMISSIONS ARE OPEN <box>603 1361 699 1370</box>
kicker: ಪ್ರಧಾನಿಗೆ ಎಐಸಿಸಿ ಅಧ್ಯಕ್ಷ ಮಲ್ಲಿಕಾರ್ಜುನ ಖರ್ಗೆ ಪತ್ರ, <box>208 713 386 725</box>
devegowda-photo <box>862 385 920 455</box>
main-headline: ಜನಾರ್ದನ ರೆಡ್ಡಿಗೆ ಏಳು ವರ್ಷ ಜೈಲು ಶಿಕ್ಷೆ <box>180 277 578 312</box>
medium-label: English Medium School <box>688 967 824 981</box>
table-cell: English <box>720 1097 788 1110</box>
meeting-photo <box>22 1082 234 1142</box>
continue-link[interactable]: 6ನೇ ಪುಟಕ್ಕೆ <box>714 800 742 808</box>
continue-link[interactable]: 6ನೇ ಪುಟಕ್ಕೆ <box>556 1462 584 1470</box>
registration-mark: + <box>930 1481 942 1497</box>
reddi-photo <box>320 333 472 445</box>
table-cell: Asst. Teacher <box>630 1084 720 1097</box>
jet-photo <box>592 305 752 365</box>
note-item: 2) Good English communication skills are a must. <box>599 1194 786 1204</box>
